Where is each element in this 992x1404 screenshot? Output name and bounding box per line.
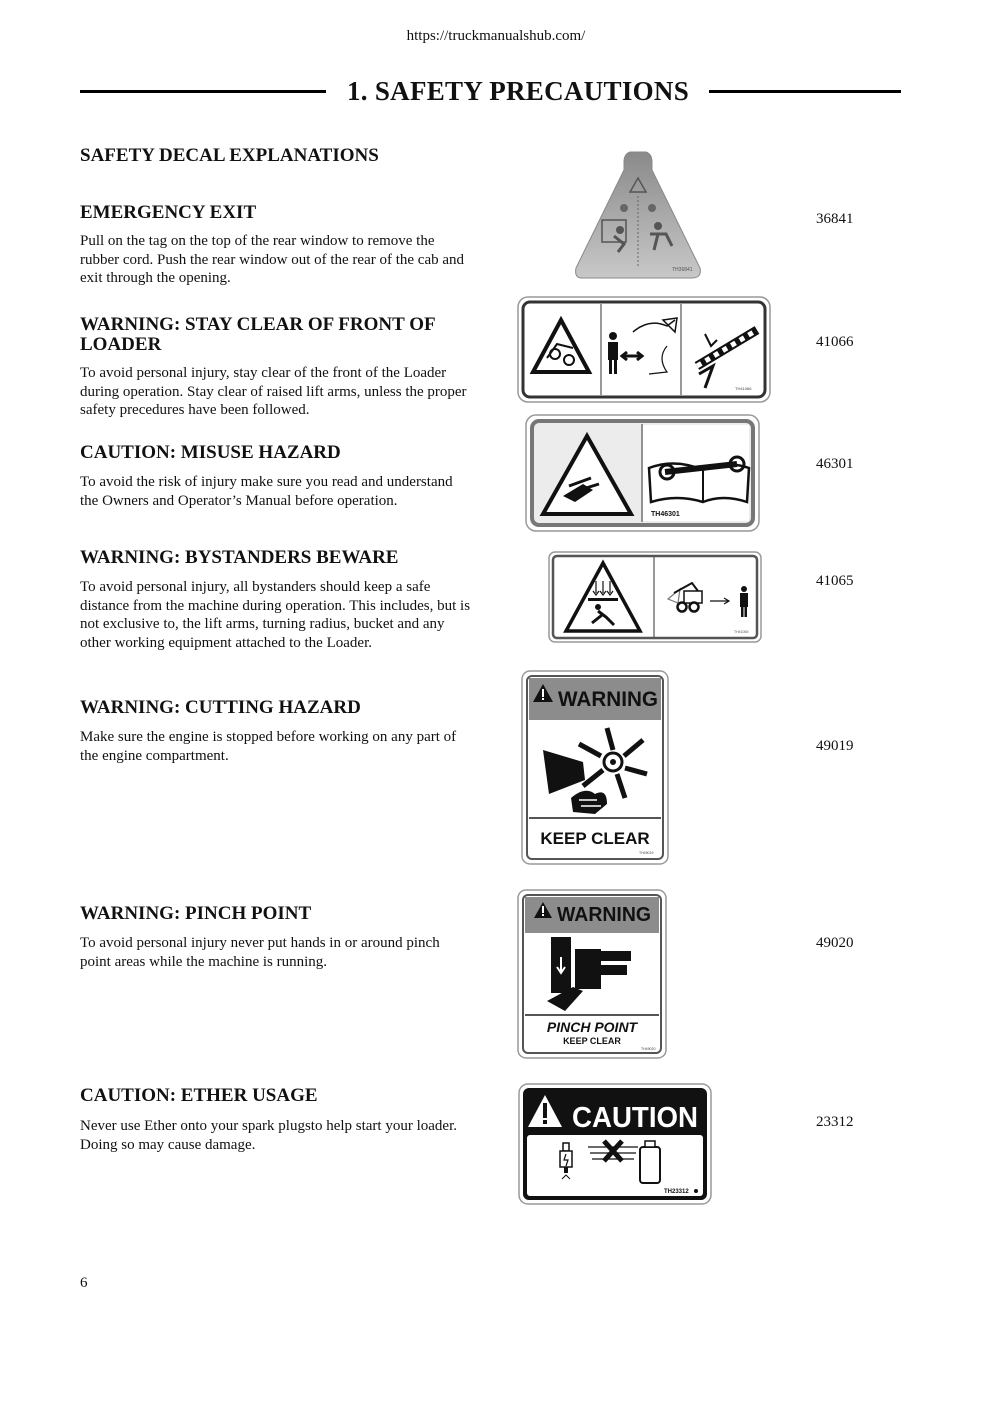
decal-number-36841: 36841 [816,211,854,227]
title-rule-right [709,90,901,93]
entry-body-misuse-hazard: To avoid the risk of injury make sure you read and understand the Owners and Operator’s Manual before operation. [80,474,453,509]
decal-number-23312: 23312 [816,1114,854,1130]
decal-footer: KEEP CLEAR [540,829,650,848]
decal-code: TH41066 [735,386,752,391]
chapter-title: 1. SAFETY PRECAUTIONS [346,76,690,106]
misuse-hazard-decal [525,414,760,532]
decal-banner: WARNING [558,688,658,711]
decal-code: TH41065 [734,630,749,634]
entry-heading-emergency-exit: EMERGENCY EXIT [80,202,257,223]
entry-heading-misuse-hazard: CAUTION: MISUSE HAZARD [80,442,341,463]
entry-heading-bystanders: WARNING: BYSTANDERS BEWARE [80,547,399,568]
decal-code: TH36841 [672,267,693,273]
decal-footer: PINCH POINT [546,1019,638,1035]
decal-number-49019: 49019 [816,738,854,754]
entry-heading-cutting-hazard: WARNING: CUTTING HAZARD [80,697,361,718]
section-heading: SAFETY DECAL EXPLANATIONS [80,145,379,166]
bystanders-decal [548,551,762,643]
decal-code: TH49020 [641,1047,656,1051]
decal-code: TH46301 [651,511,680,518]
decal-number-41066: 41066 [816,334,854,350]
decal-number-49020: 49020 [816,935,854,951]
entry-body-cutting-hazard: Make sure the engine is stopped before working on any part of the engine compartment. [80,729,457,764]
decal-code: TH49019 [639,851,654,855]
entry-heading-ether-usage: CAUTION: ETHER USAGE [80,1085,318,1106]
entry-heading-stay-clear: WARNING: STAY CLEAR OF FRONT OF LOADER [80,314,435,355]
ether-usage-decal [518,1083,712,1205]
decal-number-46301: 46301 [816,456,854,472]
decal-footer-2: KEEP CLEAR [563,1036,621,1046]
decal-number-41065: 41065 [816,573,854,589]
entry-body-stay-clear: To avoid personal injury, stay clear of the front of the Loader during operation. Stay clear of raised lift arms, unless the proper safety precedures have been followed. [80,365,467,418]
decal-banner: CAUTION [572,1102,698,1134]
entry-body-pinch-point: To avoid personal injury never put hands in or around pinch point areas while the machine is running. [80,935,440,970]
emergency-exit-decal [572,150,704,280]
decal-banner: WARNING [557,904,651,926]
decal-code: TH23312 [664,1189,689,1195]
cutting-hazard-decal [521,670,669,865]
page-number: 6 [80,1275,88,1291]
stay-clear-decal [517,296,771,403]
entry-body-ether-usage: Never use Ether onto your spark plugsto help start your loader. Doing so may cause damage. [80,1118,457,1153]
pinch-point-decal [517,889,667,1059]
entry-body-bystanders: To avoid personal injury, all bystanders should keep a safe distance from the machine during operation. This includes, but is not exclusive to, the lift arms, turning radius, bucket and any other working equipment attached to the Loader. [80,579,471,651]
title-rule-left [80,90,326,93]
source-url: https://truckmanualshub.com/ [406,28,586,44]
entry-body-emergency-exit: Pull on the tag on the top of the rear window to remove the rubber cord. Push the rear window out of the rear of the cab and exit through the opening. [80,233,465,286]
entry-heading-pinch-point: WARNING: PINCH POINT [80,903,312,924]
